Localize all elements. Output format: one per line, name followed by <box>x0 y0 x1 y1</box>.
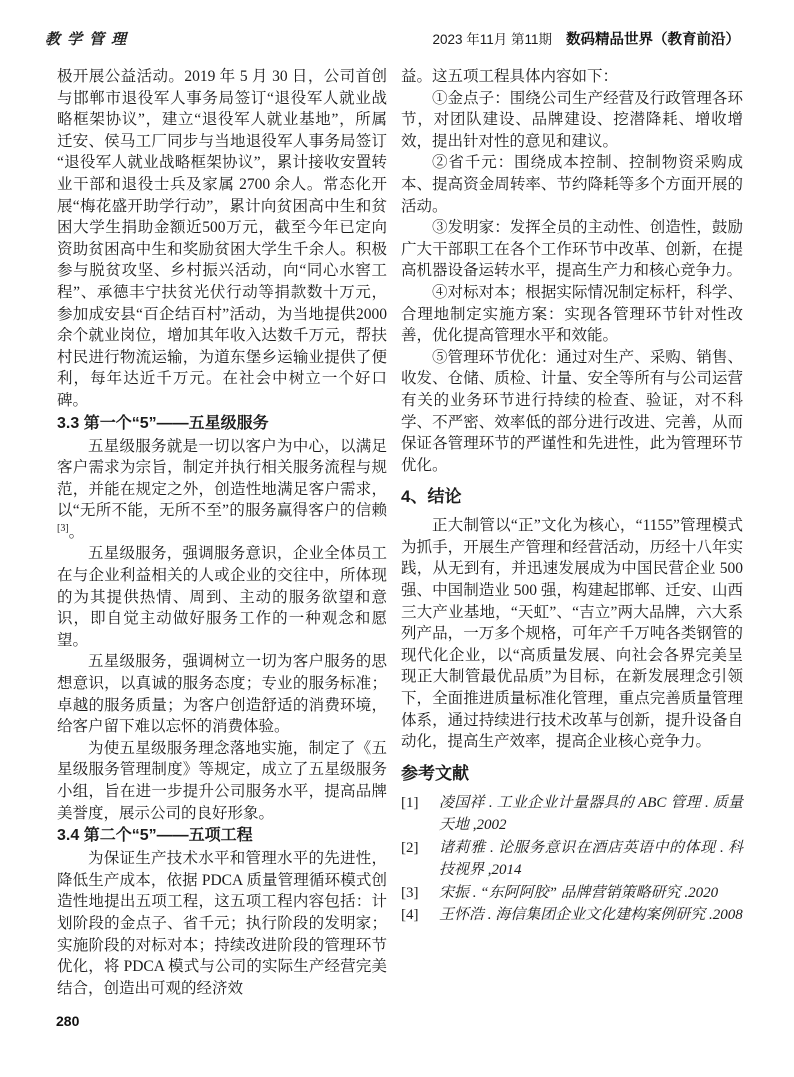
header-right-group <box>432 28 740 49</box>
reference-text: 王怀浩 . 海信集团企业文化建构案例研究 .2008 <box>439 907 743 924</box>
reference-text: 宋振 . “东阿阿胶” 品牌营销策略研究 .2020 <box>439 884 719 901</box>
reference-marker: [1] <box>401 794 419 811</box>
reference-item <box>401 904 743 927</box>
reference-item <box>401 837 743 882</box>
page-header <box>45 28 740 54</box>
section-heading: 3.4 第二个“5”——五项工程 <box>57 827 253 845</box>
paragraph: 益。这五项工程具体内容如下： <box>401 68 619 85</box>
citation-superscript: [3] <box>57 522 69 534</box>
header-journal-title: 数码精品世界（教育前沿） <box>566 32 740 48</box>
reference-text: 诸莉雅 . 论服务意识在酒店英语中的体现 . 科技视界 ,2014 <box>439 839 743 879</box>
section-heading: 3.3 第一个“5”——五星级服务 <box>57 414 269 432</box>
header-issue-info: 2023 年11月 第11期 <box>432 32 552 47</box>
reference-text: 凌国祥 . 工业企业计量器具的 ABC 管理 . 质量天地 ,2002 <box>439 794 743 834</box>
paragraph: 五星级服务，强调树立一切为客户服务的思想意识，以真诚的服务态度；专业的服务标准；卓越的服务质量；为客户创造舒适的消费环境，给客户留下难以忘怀的消费体验。 <box>57 653 387 736</box>
page-number: 280 <box>56 1013 80 1029</box>
header-column-label: 教学管理 <box>45 32 134 48</box>
article-body <box>57 66 743 999</box>
paragraph: 为使五星级服务理念落地实施，制定了《五星级服务管理制度》等规定，成立了五星级服务小组，旨在进一步提升公司服务水平，提高品牌美誉度，展示公司的良好形象。 <box>57 739 387 822</box>
paragraph: ⑤管理环节优化：通过对生产、采购、销售、收发、仓储、质检、计量、安全等所有与公司运营有关的业务环节进行持续的检查、验证，对不科学、不严密、效率低的部分进行改进、完善，从而保证各管理环节的严谨性和先进性，此为管理环节优化。 <box>401 348 743 474</box>
paragraph: 五星级服务就是一切以客户为中心，以满足客户需求为宗旨，制定并执行相关服务流程与规范，并能在规定之外，创造性地满足客户需求，以“无所不能，无所不至”的服务赢得客户的信赖[3]。 <box>57 437 387 541</box>
paragraph: 五星级服务，强调服务意识，企业全体员工在与企业利益相关的人或企业的交往中，所体现的为其提供热情、周到、主动的服务欲望和意识，即自觉主动做好服务工作的一种观念和愿望。 <box>57 545 387 649</box>
paragraph: 正大制管以“正”文化为核心，“1155”管理模式为抓手，开展生产管理和经营活动，历经十八年实践，从无到有，并迅速发展成为中国民营企业 500 强、中国制造业 500 强，构建起邯郸、迁安、山西三大产业基地，“天虹”、“吉立”两大品牌，六大系列产品，一万多个规格，可年产千万吨各类钢管的现代化企业，以“高质量发展、向社会各界完美呈现正大制管最优品质”为目标，在新发展理念引领下，全面推进质量标准化管理，重点完善质量管理体系，通过持续进行技术改革与创新，提升设备自动化，提高生产效率，提高企业核心竞争力。 <box>401 517 743 751</box>
text-column-right <box>401 66 743 999</box>
text-column-left <box>57 66 387 999</box>
paragraph: 极开展公益活动。2019 年 5 月 30 日，公司首创与邯郸市退役军人事务局签订“退役军人就业战略框架协议”，建立“退役军人就业基地”，所属迁安、侯马工厂同步与当地退役军人事务局签订“退役军人就业战略框架协议”，累计接收安置转业干部和退役士兵及家属 2700 余人。常态化开展“梅花盛开助学行动”，累计向贫困高中生和贫困大学生捐助金额近500万元，截至今年已定向资助贫困高中生和奖励贫困大学生千余人。积极参与脱贫攻坚、乡村振兴活动，向“同心水窖工程”、承德丰宁扶贫光伏行动等捐款数十万元，参加成安县“百企结百村”活动，为当地提供2000余个就业岗位，增加其年收入达数千万元，帮扶村民进行物流运输，为道东堡乡运输业提供了便利，每年达近千万元。在社会中树立一个好口碑。 <box>57 68 387 409</box>
reference-marker: [2] <box>401 839 419 856</box>
paragraph: ①金点子：围绕公司生产经营及行政管理各环节，对团队建设、品牌建设、挖潜降耗、增收增效，提出针对性的意见和建议。 <box>401 89 743 150</box>
paragraph: ④对标对本；根据实际情况制定标杆，科学、合理地制定实施方案：实现各管理环节针对性改善，优化提高管理水平和效能。 <box>401 283 743 345</box>
paragraph: ②省千元：围绕成本控制、控制物资采购成本、提高资金周转率、节约降耗等多个方面开展的活动。 <box>401 154 743 215</box>
paragraph: ③发明家：发挥全员的主动性、创造性，鼓励广大干部职工在各个工作环节中改革、创新，在提高机器设备运转水平，提高生产力和核心竞争力。 <box>401 219 743 280</box>
section-heading: 参考文献 <box>401 763 469 783</box>
reference-item <box>401 792 743 837</box>
section-heading: 4、结论 <box>401 487 462 507</box>
reference-marker: [3] <box>401 884 419 901</box>
reference-marker: [4] <box>401 907 419 924</box>
reference-item <box>401 882 743 905</box>
paragraph: 为保证生产技术水平和管理水平的先进性，降低生产成本，依据 PDCA 质量管理循环模式创造性地提出五项工程，这五项工程内容包括：计划阶段的金点子、省千元；执行阶段的发明家；实施阶段的对标对本；持续改进阶段的管理环节优化，将 PDCA 模式与公司的实际生产经营完美结合，创造出可观的经济效 <box>57 850 387 997</box>
